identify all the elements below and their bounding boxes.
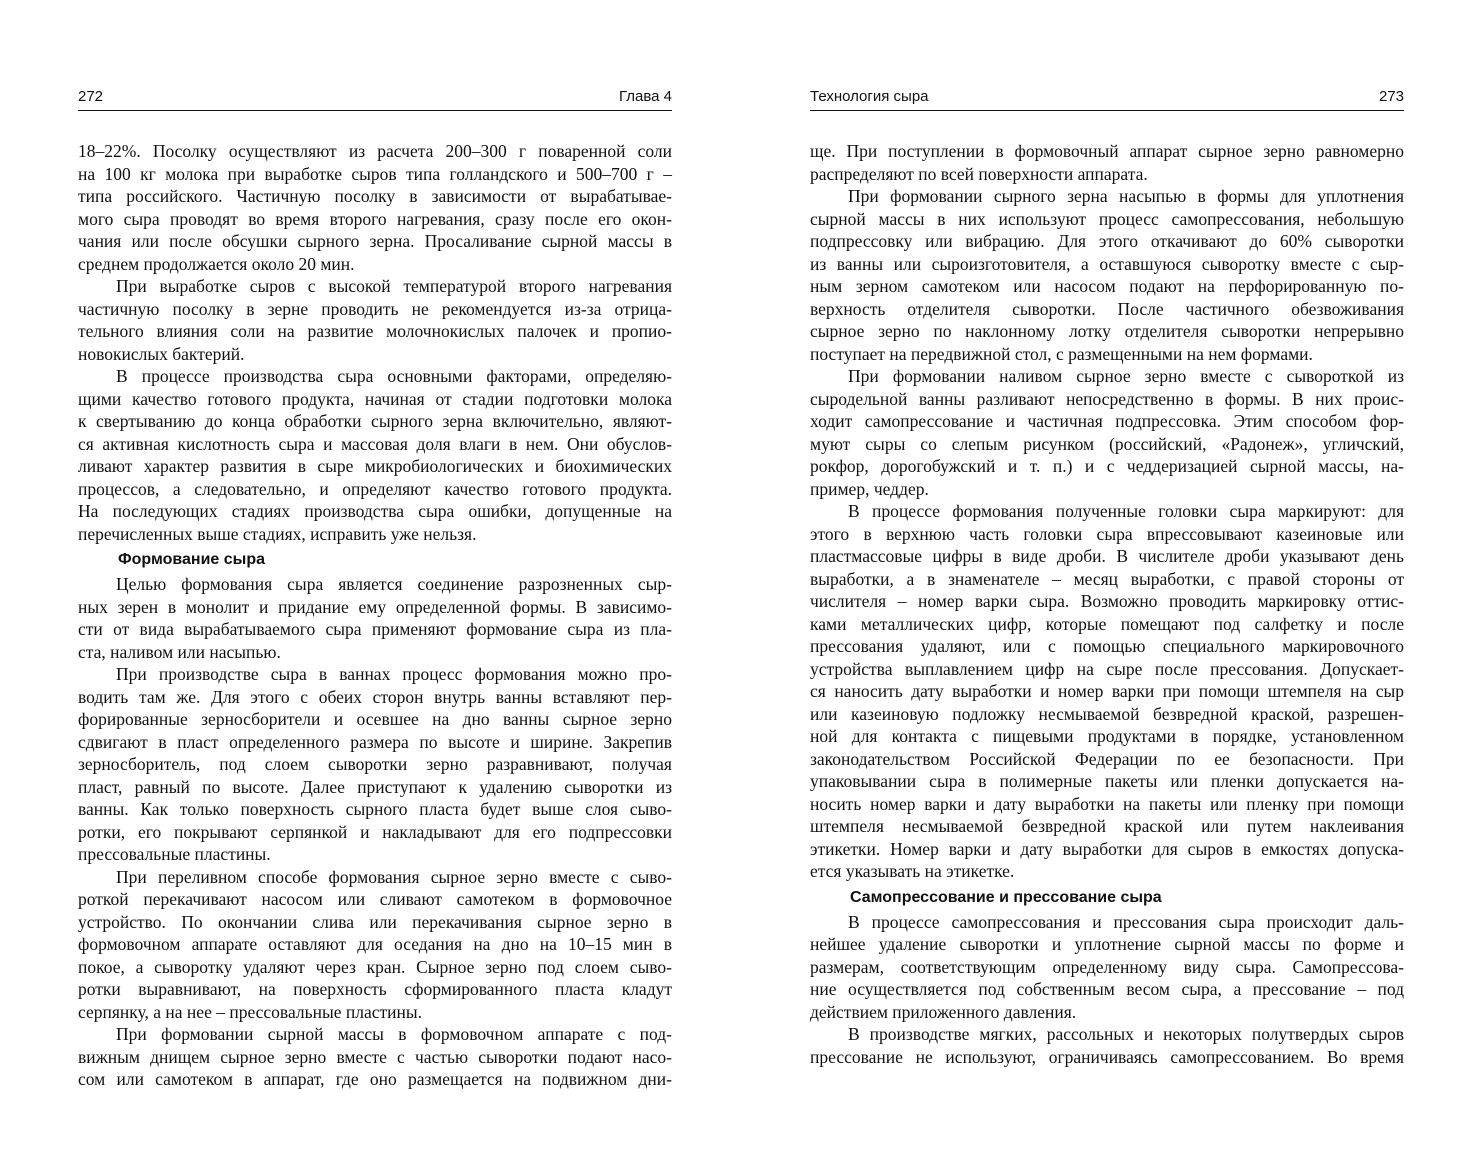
text-line: среднем продолжается около 20 мин. [78, 253, 355, 274]
text-line: пластмассовые цифры в виде дроби. В числителе дроби указывают день [810, 546, 1404, 566]
text-line: подпрессовку или вибрацию. Для этого откачивают до 60% сыворотки [810, 231, 1404, 251]
text-line: В процессе формования полученные головки сыра маркируют: для [848, 501, 1404, 521]
text-line: формовочном аппарате оставляют для оседания на дно на 10–15 мин в [78, 934, 672, 954]
text-line: сырной массы в них используют процесс самопрессования, небольшую [810, 208, 1404, 229]
text-line: сдвигают в пласт определенного размера по высоте и ширине. Закрепив [78, 731, 672, 752]
text-line: новокислых бактерий. [78, 343, 245, 364]
text-line: ся активная кислотность сыра и массовая доля влаги в нем. Они обуслов- [78, 433, 672, 454]
text-line: типа российского. Частичную посолку в зависимости от вырабатывае- [78, 186, 672, 206]
text-line: пример, чеддер. [810, 478, 929, 499]
text-line: На последующих стадиях производства сыра ошибки, допущенные на [78, 501, 672, 521]
text-line: сти от вида вырабатываемого сыра применяют формование сыра из пла- [78, 619, 672, 639]
text-line: чания или после обсушки сырного зерна. Просаливание сырной массы в [78, 231, 672, 251]
section-heading: Самопрессование и прессование сыра [850, 888, 1162, 906]
text-line: При переливном способе формования сырное зерно вместе с сыво- [116, 866, 672, 887]
text-line: При формовании наливом сырное зерно вместе с сывороткой из [848, 366, 1404, 386]
page-number: 272 [78, 88, 104, 105]
section-heading: Формование сыра [118, 551, 265, 568]
page-header [810, 86, 1404, 111]
text-line: мого сыра проводят во время второго нагревания, сразу после его окон- [78, 208, 672, 229]
text-line: роткой перекачивают насосом или сливают самотеком в формовочное [78, 889, 672, 909]
text-line: ротки выравнивают, на поверхность сформированного пласта кладут [78, 979, 672, 999]
text-line: ных зерен в монолит и придание ему определенной формы. В зависимо- [78, 596, 672, 617]
text-line: поступает на передвижной стол, с размещенными на нем формами. [810, 343, 1313, 364]
text-line: ванны. Как только поверхность сырного пласта будет выше слоя сыво- [78, 799, 672, 819]
text-line: этикетки. Номер варки и дату выработки для сыров в емкостях допуска- [810, 838, 1404, 859]
text-line: выработки, а в знаменателе – месяц выработки, с правой стороны от [810, 568, 1404, 589]
text-line: В производстве мягких, рассольных и некоторых полутвердых сыров [848, 1024, 1404, 1044]
running-title: Технология сыра [810, 88, 929, 105]
text-line: нейшее удаление сыворотки и уплотнение сырной массы по форме и [810, 934, 1404, 954]
text-line: ротки, его покрывают серпянкой и накладывают для его подпрессовки [78, 821, 672, 842]
text-line: числителя – номер варки сыра. Возможно проводить маркировку оттис- [810, 591, 1404, 611]
text-line: щими качество готового продукта, начиная от стадии подготовки молока [78, 388, 672, 409]
text-line: из ванны или сыроизготовителя, а оставшуюся сыворотку вместе с сыр- [810, 253, 1404, 274]
text-line: упаковывании сыра в полимерные пакеты или пленки допускается на- [810, 771, 1404, 791]
text-line: сом или самотеком в аппарат, где оно размещается на подвижном дни- [78, 1069, 672, 1089]
text-line: ние осуществляется под собственным весом сыра, а прессование – под [810, 979, 1404, 999]
text-line: форированные зерносборители и осевшее на дно ванны сырное зерно [78, 709, 672, 729]
running-title: Глава 4 [618, 88, 672, 105]
text-line: 18–22%. Посолку осуществляют из расчета 200–300 г поваренной соли [78, 141, 672, 161]
text-line: При формовании сырного зерна насыпью в формы для уплотнения [848, 186, 1404, 206]
text-line: ста, наливом или насыпью. [78, 641, 281, 662]
text-line: верхность отделителя сыворотки. После частичного обезвоживания [810, 298, 1404, 319]
text-line: Целью формования сыра является соединение разрозненных сыр- [116, 574, 672, 594]
text-line: устройство. По окончании слива или перекачивания сырное зерно в [78, 911, 672, 932]
text-line: При производстве сыра в ваннах процесс формования можно про- [116, 664, 672, 684]
text-line: При выработке сыров с высокой температурой второго нагревания [116, 276, 672, 296]
text-line: процессов, а следовательно, и определяют качество готового продукта. [78, 478, 672, 499]
text-line: водить там же. Для этого с обеих сторон внутрь ванны вставляют пер- [78, 686, 672, 707]
text-line: ще. При поступлении в формовочный аппарат сырное зерно равномерно [810, 141, 1404, 161]
text-line: В процессе самопрессования и прессования сыра происходит даль- [848, 911, 1404, 932]
text-line: этого в верхнюю часть головки сыра впрессовывают казеиновые или [810, 523, 1404, 544]
page-body [78, 140, 672, 1091]
text-line: прессовальные пластины. [78, 844, 271, 864]
text-line: пласт, равный по высоте. Далее приступают к удалению сыворотки из [78, 776, 672, 797]
text-line: распределяют по всей поверхности аппарата. [810, 163, 1148, 184]
text-line: сырное зерно по наклонному лотку отделителя сыворотки непрерывно [810, 321, 1404, 341]
right-page [810, 86, 1404, 1068]
text-line: покое, а сыворотку удаляют через кран. Сырное зерно под слоем сыво- [78, 956, 672, 977]
text-line: ками металлических цифр, которые помещают под салфетку и после [810, 613, 1404, 634]
text-line: размерам, соответствующим определенному виду сыра. Самопрессова- [810, 956, 1404, 977]
text-line: ется указывать на этикетке. [810, 861, 1015, 881]
text-line: или казеиновую подложку несмываемой безвредной краской, разрешен- [810, 703, 1404, 724]
text-line: тельного влияния соли на развитие молочнокислых палочек и пропио- [78, 321, 672, 341]
text-line: прессование не используют, ограничиваясь самопрессованием. Во время [810, 1046, 1404, 1067]
text-line: ливают характер развития в сыре микробиологических и биохимических [78, 456, 672, 476]
text-line: частичную посолку в зерне проводить не рекомендуется из-за отрица- [78, 298, 672, 319]
text-line: штемпеля несмываемой безвредной краской или путем наклеивания [810, 816, 1404, 836]
page-header [78, 86, 672, 111]
text-line: рокфор, дорогобужский и т. п.) и с чеддеризацией сырной массы, на- [810, 456, 1404, 476]
text-line: законодательством Российской Федерации по ее безопасности. При [810, 748, 1404, 769]
text-line: серпянку, а на нее – прессовальные пластины. [78, 1001, 423, 1022]
page-number: 273 [1378, 88, 1404, 105]
text-line: ным зерном самотеком или насосом подают на перфорированную по- [810, 276, 1404, 296]
text-line: ходит самопрессование и частичная подпрессовка. Этим способом фор- [810, 411, 1404, 431]
text-line: перечисленных выше стадиях, исправить уже нельзя. [78, 523, 477, 544]
text-line: сыродельной ванны разливают непосредственно в формы. В них проис- [810, 388, 1404, 409]
text-line: муют сыры со слепым рисунком (российский, «Радонеж», угличский, [810, 433, 1404, 454]
text-line: При формовании сырной массы в формовочном аппарате с под- [116, 1024, 672, 1044]
text-line: вижным днищем сырное зерно вместе с частью сыворотки подают насо- [78, 1046, 672, 1067]
text-line: зерносборитель, под слоем сыворотки зерно разравнивают, получая [78, 754, 672, 774]
left-page [78, 86, 672, 1091]
text-line: носить номер варки и дату выработки на пакеты или пленку при помощи [810, 793, 1404, 814]
text-line: ся наносить дату выработки и номер варки при помощи штемпеля на сыр [810, 681, 1404, 701]
text-line: действием приложенного давления. [810, 1001, 1077, 1022]
text-line: к свертыванию до конца обработки сырного зерна включительно, являют- [78, 411, 672, 431]
text-line: ной для контакта с пищевыми продуктами в порядке, установленном [810, 726, 1404, 746]
text-line: на 100 кг молока при выработке сыров типа голландского и 500–700 г – [78, 163, 672, 184]
text-line: прессования удаляют, или с помощью специального маркировочного [810, 636, 1404, 656]
page-body [810, 140, 1404, 1068]
text-line: устройства выплавлением цифр на сыре после прессования. Допускает- [810, 658, 1404, 679]
text-line: В процессе производства сыра основными факторами, определяю- [116, 366, 672, 386]
